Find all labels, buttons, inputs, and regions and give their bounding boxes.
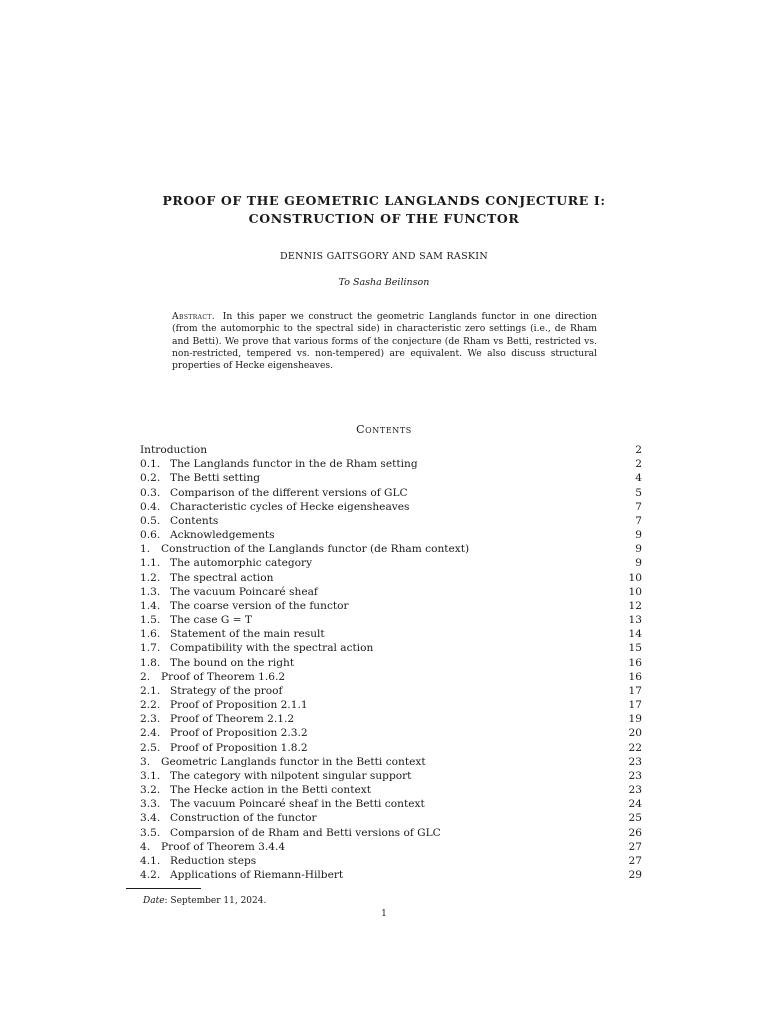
toc-entry-page: 12 bbox=[628, 599, 642, 612]
toc-entry-number: 2. bbox=[140, 670, 151, 683]
toc-entry[interactable] bbox=[140, 542, 642, 556]
toc-entry-number: 1.3. bbox=[140, 585, 161, 598]
toc-entry-heading bbox=[140, 571, 273, 585]
toc-entry-number: 0.4. bbox=[140, 500, 161, 513]
toc-entry[interactable] bbox=[140, 556, 642, 570]
toc-entry-number: 4. bbox=[140, 840, 151, 853]
toc-entry-heading bbox=[140, 471, 260, 485]
toc-entry-heading bbox=[140, 783, 371, 797]
toc-entry[interactable] bbox=[140, 613, 642, 627]
toc-entry-page: 15 bbox=[628, 642, 642, 655]
toc-entry-heading bbox=[140, 641, 373, 655]
toc-entry-title: Applications of Riemann-Hilbert bbox=[170, 869, 344, 882]
toc-entry-number: 1. bbox=[140, 543, 151, 556]
toc-entry[interactable] bbox=[140, 599, 642, 613]
toc-entry[interactable] bbox=[140, 769, 642, 783]
toc-entry-heading bbox=[140, 500, 409, 514]
toc-entry-heading bbox=[140, 840, 285, 854]
toc-entry-number: 0.5. bbox=[140, 514, 161, 527]
toc-entry-page: 14 bbox=[628, 628, 642, 641]
toc-entry-title: The category with nilpotent singular support bbox=[170, 769, 412, 782]
dedication: To Sasha Beilinson bbox=[338, 277, 430, 288]
toc-entry-page: 2 bbox=[635, 444, 642, 456]
toc-entry-title: The case G = T bbox=[170, 614, 252, 627]
toc-entry[interactable] bbox=[140, 627, 642, 641]
toc-entry[interactable] bbox=[140, 571, 642, 585]
toc-entry-title: Contents bbox=[170, 514, 219, 527]
toc-entry-number: 3. bbox=[140, 755, 151, 768]
toc-entry-title: The spectral action bbox=[170, 571, 274, 584]
toc-entry-heading bbox=[140, 684, 282, 698]
toc-entry-page: 19 bbox=[628, 713, 642, 726]
toc-entry-heading bbox=[140, 514, 218, 528]
toc-entry-page: 24 bbox=[628, 798, 642, 811]
toc-entry-heading bbox=[140, 528, 275, 542]
contents-heading: Contents bbox=[356, 423, 412, 436]
toc-entry-page: 23 bbox=[628, 769, 642, 782]
toc-entry-page: 20 bbox=[628, 727, 642, 740]
toc-entry-page: 25 bbox=[628, 812, 642, 825]
toc-entry-title: Proof of Proposition 2.1.1 bbox=[170, 699, 308, 712]
toc-entry-page: 23 bbox=[628, 755, 642, 768]
toc-entry-page: 7 bbox=[635, 514, 642, 527]
toc-entry-page: 17 bbox=[628, 699, 642, 712]
toc-entry-number: 2.2. bbox=[140, 699, 161, 712]
footnote bbox=[143, 896, 266, 906]
toc-entry-number: 2.4. bbox=[140, 727, 161, 740]
toc-entry-heading bbox=[140, 726, 308, 740]
toc-entry-number: 1.5. bbox=[140, 614, 161, 627]
toc-entry[interactable] bbox=[140, 585, 642, 599]
toc-entry-title: Proof of Theorem 3.4.4 bbox=[161, 840, 286, 853]
toc-entry-page: 13 bbox=[628, 614, 642, 627]
toc-entry-number: 2.1. bbox=[140, 684, 161, 697]
toc-entry-page: 2 bbox=[635, 458, 642, 471]
toc-entry-number: 1.2. bbox=[140, 571, 161, 584]
toc-entry-title: Compatibility with the spectral action bbox=[170, 642, 374, 655]
toc-entry-heading bbox=[140, 854, 256, 868]
toc-entry-number: 4.2. bbox=[140, 869, 161, 882]
toc-entry[interactable] bbox=[140, 783, 642, 797]
toc-entry[interactable] bbox=[140, 684, 642, 698]
toc-entry[interactable] bbox=[140, 854, 642, 868]
toc-entry-number: 2.3. bbox=[140, 713, 161, 726]
toc-entry[interactable] bbox=[140, 741, 642, 755]
toc-entry-heading bbox=[140, 698, 308, 712]
toc-entry-title: Acknowledgements bbox=[170, 529, 275, 542]
toc-entry-number: 4.1. bbox=[140, 854, 161, 867]
toc-entry-heading bbox=[140, 797, 425, 811]
abstract bbox=[172, 311, 597, 372]
toc-entry-heading bbox=[140, 670, 285, 684]
toc-entry[interactable] bbox=[140, 528, 642, 542]
toc-entry-heading bbox=[140, 585, 318, 599]
toc-entry-title: The Langlands functor in the de Rham setting bbox=[170, 458, 418, 471]
toc-entry-title: Reduction steps bbox=[170, 854, 257, 867]
toc-entry-page: 16 bbox=[628, 656, 642, 669]
toc-entry[interactable] bbox=[140, 755, 642, 769]
toc-entry-title: Characteristic cycles of Hecke eigensheaves bbox=[170, 500, 410, 513]
footnote-rule bbox=[126, 888, 201, 889]
toc-entry-title: Comparsion of de Rham and Betti versions of GLC bbox=[170, 826, 441, 839]
toc-entry-heading bbox=[140, 868, 343, 882]
footnote-label: Date bbox=[143, 896, 165, 906]
toc-entry-number: 3.5. bbox=[140, 826, 161, 839]
toc-entry-title: The Betti setting bbox=[170, 472, 261, 485]
toc-entry-title: Statement of the main result bbox=[170, 628, 325, 641]
toc-entry-title: The automorphic category bbox=[170, 557, 313, 570]
toc-entry-number: 0.6. bbox=[140, 529, 161, 542]
toc-entry-title: The bound on the right bbox=[170, 656, 295, 669]
toc-entry[interactable] bbox=[140, 840, 642, 854]
toc-entry[interactable] bbox=[140, 826, 642, 840]
toc-entry-heading bbox=[140, 627, 325, 641]
toc-entry-heading bbox=[140, 486, 408, 500]
toc-entry[interactable] bbox=[140, 471, 642, 485]
toc-entry-title: Proof of Theorem 1.6.2 bbox=[161, 670, 286, 683]
toc-entry-number: 0.1. bbox=[140, 458, 161, 471]
abstract-text: In this paper we construct the geometric Langlands functor in one direction (from the automorphic to the spectral side) in characteristic zero settings (i.e., de Rham and Betti). We prove that various forms of the conjecture (de Rham vs Betti, restricted vs. non-restricted, tempered vs. non-tempered) are equivalent. We also discuss structural properties of Hecke eigensheaves. bbox=[172, 311, 597, 372]
toc-entry-page: 10 bbox=[628, 585, 642, 598]
toc-entry-number: 0.2. bbox=[140, 472, 161, 485]
toc-entry-heading bbox=[140, 599, 349, 613]
toc-entry-heading bbox=[140, 712, 294, 726]
toc-entry[interactable] bbox=[140, 500, 642, 514]
toc-entry-number: 0.3. bbox=[140, 486, 161, 499]
authors: DENNIS GAITSGORY AND SAM RASKIN bbox=[280, 251, 488, 262]
toc-entry-page: 9 bbox=[635, 543, 642, 556]
toc-entry-title: Proof of Theorem 2.1.2 bbox=[170, 713, 295, 726]
toc-entry[interactable] bbox=[140, 797, 642, 811]
table-of-contents bbox=[140, 443, 642, 882]
toc-entry-number: 1.1. bbox=[140, 557, 161, 570]
toc-entry[interactable] bbox=[140, 811, 642, 825]
toc-entry-number: 3.4. bbox=[140, 812, 161, 825]
toc-entry-heading bbox=[140, 656, 294, 670]
toc-entry-number: 1.8. bbox=[140, 656, 161, 669]
toc-entry-title: The Hecke action in the Betti context bbox=[170, 784, 371, 797]
toc-entry-title: The vacuum Poincaré sheaf in the Betti context bbox=[170, 798, 425, 811]
toc-entry-title: Construction of the Langlands functor (de Rham context) bbox=[161, 543, 470, 556]
toc-entry-page: 5 bbox=[635, 486, 642, 499]
toc-entry-title: Proof of Proposition 2.3.2 bbox=[170, 727, 308, 740]
toc-entry-title: The vacuum Poincaré sheaf bbox=[170, 585, 318, 598]
toc-entry[interactable] bbox=[140, 698, 642, 712]
toc-entry[interactable] bbox=[140, 726, 642, 740]
toc-entry-title: Proof of Proposition 1.8.2 bbox=[170, 741, 308, 754]
toc-entry-number: 1.4. bbox=[140, 599, 161, 612]
toc-entry-page: 26 bbox=[628, 826, 642, 839]
toc-entry-title: Comparison of the different versions of GLC bbox=[170, 486, 408, 499]
toc-entry[interactable] bbox=[140, 656, 642, 670]
toc-entry-number: 3.3. bbox=[140, 798, 161, 811]
toc-entry[interactable] bbox=[140, 712, 642, 726]
toc-entry-page: 7 bbox=[635, 500, 642, 513]
toc-entry[interactable] bbox=[140, 514, 642, 528]
toc-entry-page: 27 bbox=[628, 854, 642, 867]
toc-entry-number: 2.5. bbox=[140, 741, 161, 754]
toc-entry-heading bbox=[140, 741, 308, 755]
toc-entry-page: 23 bbox=[628, 784, 642, 797]
toc-entry-page: 16 bbox=[628, 670, 642, 683]
toc-entry-number: 1.7. bbox=[140, 642, 161, 655]
toc-entry-title: Strategy of the proof bbox=[170, 684, 283, 697]
toc-entry[interactable] bbox=[140, 486, 642, 500]
toc-entry-page: 10 bbox=[628, 571, 642, 584]
toc-entry-title: Construction of the functor bbox=[170, 812, 317, 825]
toc-entry-number: 1.6. bbox=[140, 628, 161, 641]
toc-entry-title: The coarse version of the functor bbox=[170, 599, 349, 612]
abstract-label: Abstract. bbox=[172, 311, 216, 322]
toc-entry-heading bbox=[140, 443, 207, 457]
toc-entry-number: 3.2. bbox=[140, 784, 161, 797]
toc-entry-page: 4 bbox=[635, 472, 642, 485]
toc-entry-heading bbox=[140, 457, 418, 471]
toc-entry[interactable] bbox=[140, 868, 642, 882]
toc-entry-heading bbox=[140, 826, 441, 840]
toc-entry-page: 29 bbox=[628, 869, 642, 882]
toc-entry[interactable] bbox=[140, 443, 642, 457]
toc-entry-page: 17 bbox=[628, 684, 642, 697]
toc-entry-title: Introduction bbox=[140, 444, 208, 456]
toc-entry-heading bbox=[140, 613, 252, 627]
paper-title-line-2: CONSTRUCTION OF THE FUNCTOR bbox=[248, 211, 520, 226]
toc-entry-heading bbox=[140, 755, 426, 769]
toc-entry-heading bbox=[140, 556, 312, 570]
toc-entry-page: 9 bbox=[635, 529, 642, 542]
toc-entry[interactable] bbox=[140, 457, 642, 471]
page-number: 1 bbox=[381, 909, 387, 919]
paper-title-line-1: PROOF OF THE GEOMETRIC LANGLANDS CONJECTURE I: bbox=[162, 193, 606, 208]
toc-entry[interactable] bbox=[140, 670, 642, 684]
toc-entry-title: Geometric Langlands functor in the Betti context bbox=[161, 755, 426, 768]
toc-entry-number: 3.1. bbox=[140, 769, 161, 782]
toc-entry-heading bbox=[140, 542, 469, 556]
toc-entry-page: 22 bbox=[628, 741, 642, 754]
toc-entry[interactable] bbox=[140, 641, 642, 655]
toc-entry-heading bbox=[140, 769, 411, 783]
footnote-text: : September 11, 2024. bbox=[164, 896, 267, 906]
toc-entry-page: 27 bbox=[628, 840, 642, 853]
toc-entry-heading bbox=[140, 811, 317, 825]
toc-entry-page: 9 bbox=[635, 557, 642, 570]
